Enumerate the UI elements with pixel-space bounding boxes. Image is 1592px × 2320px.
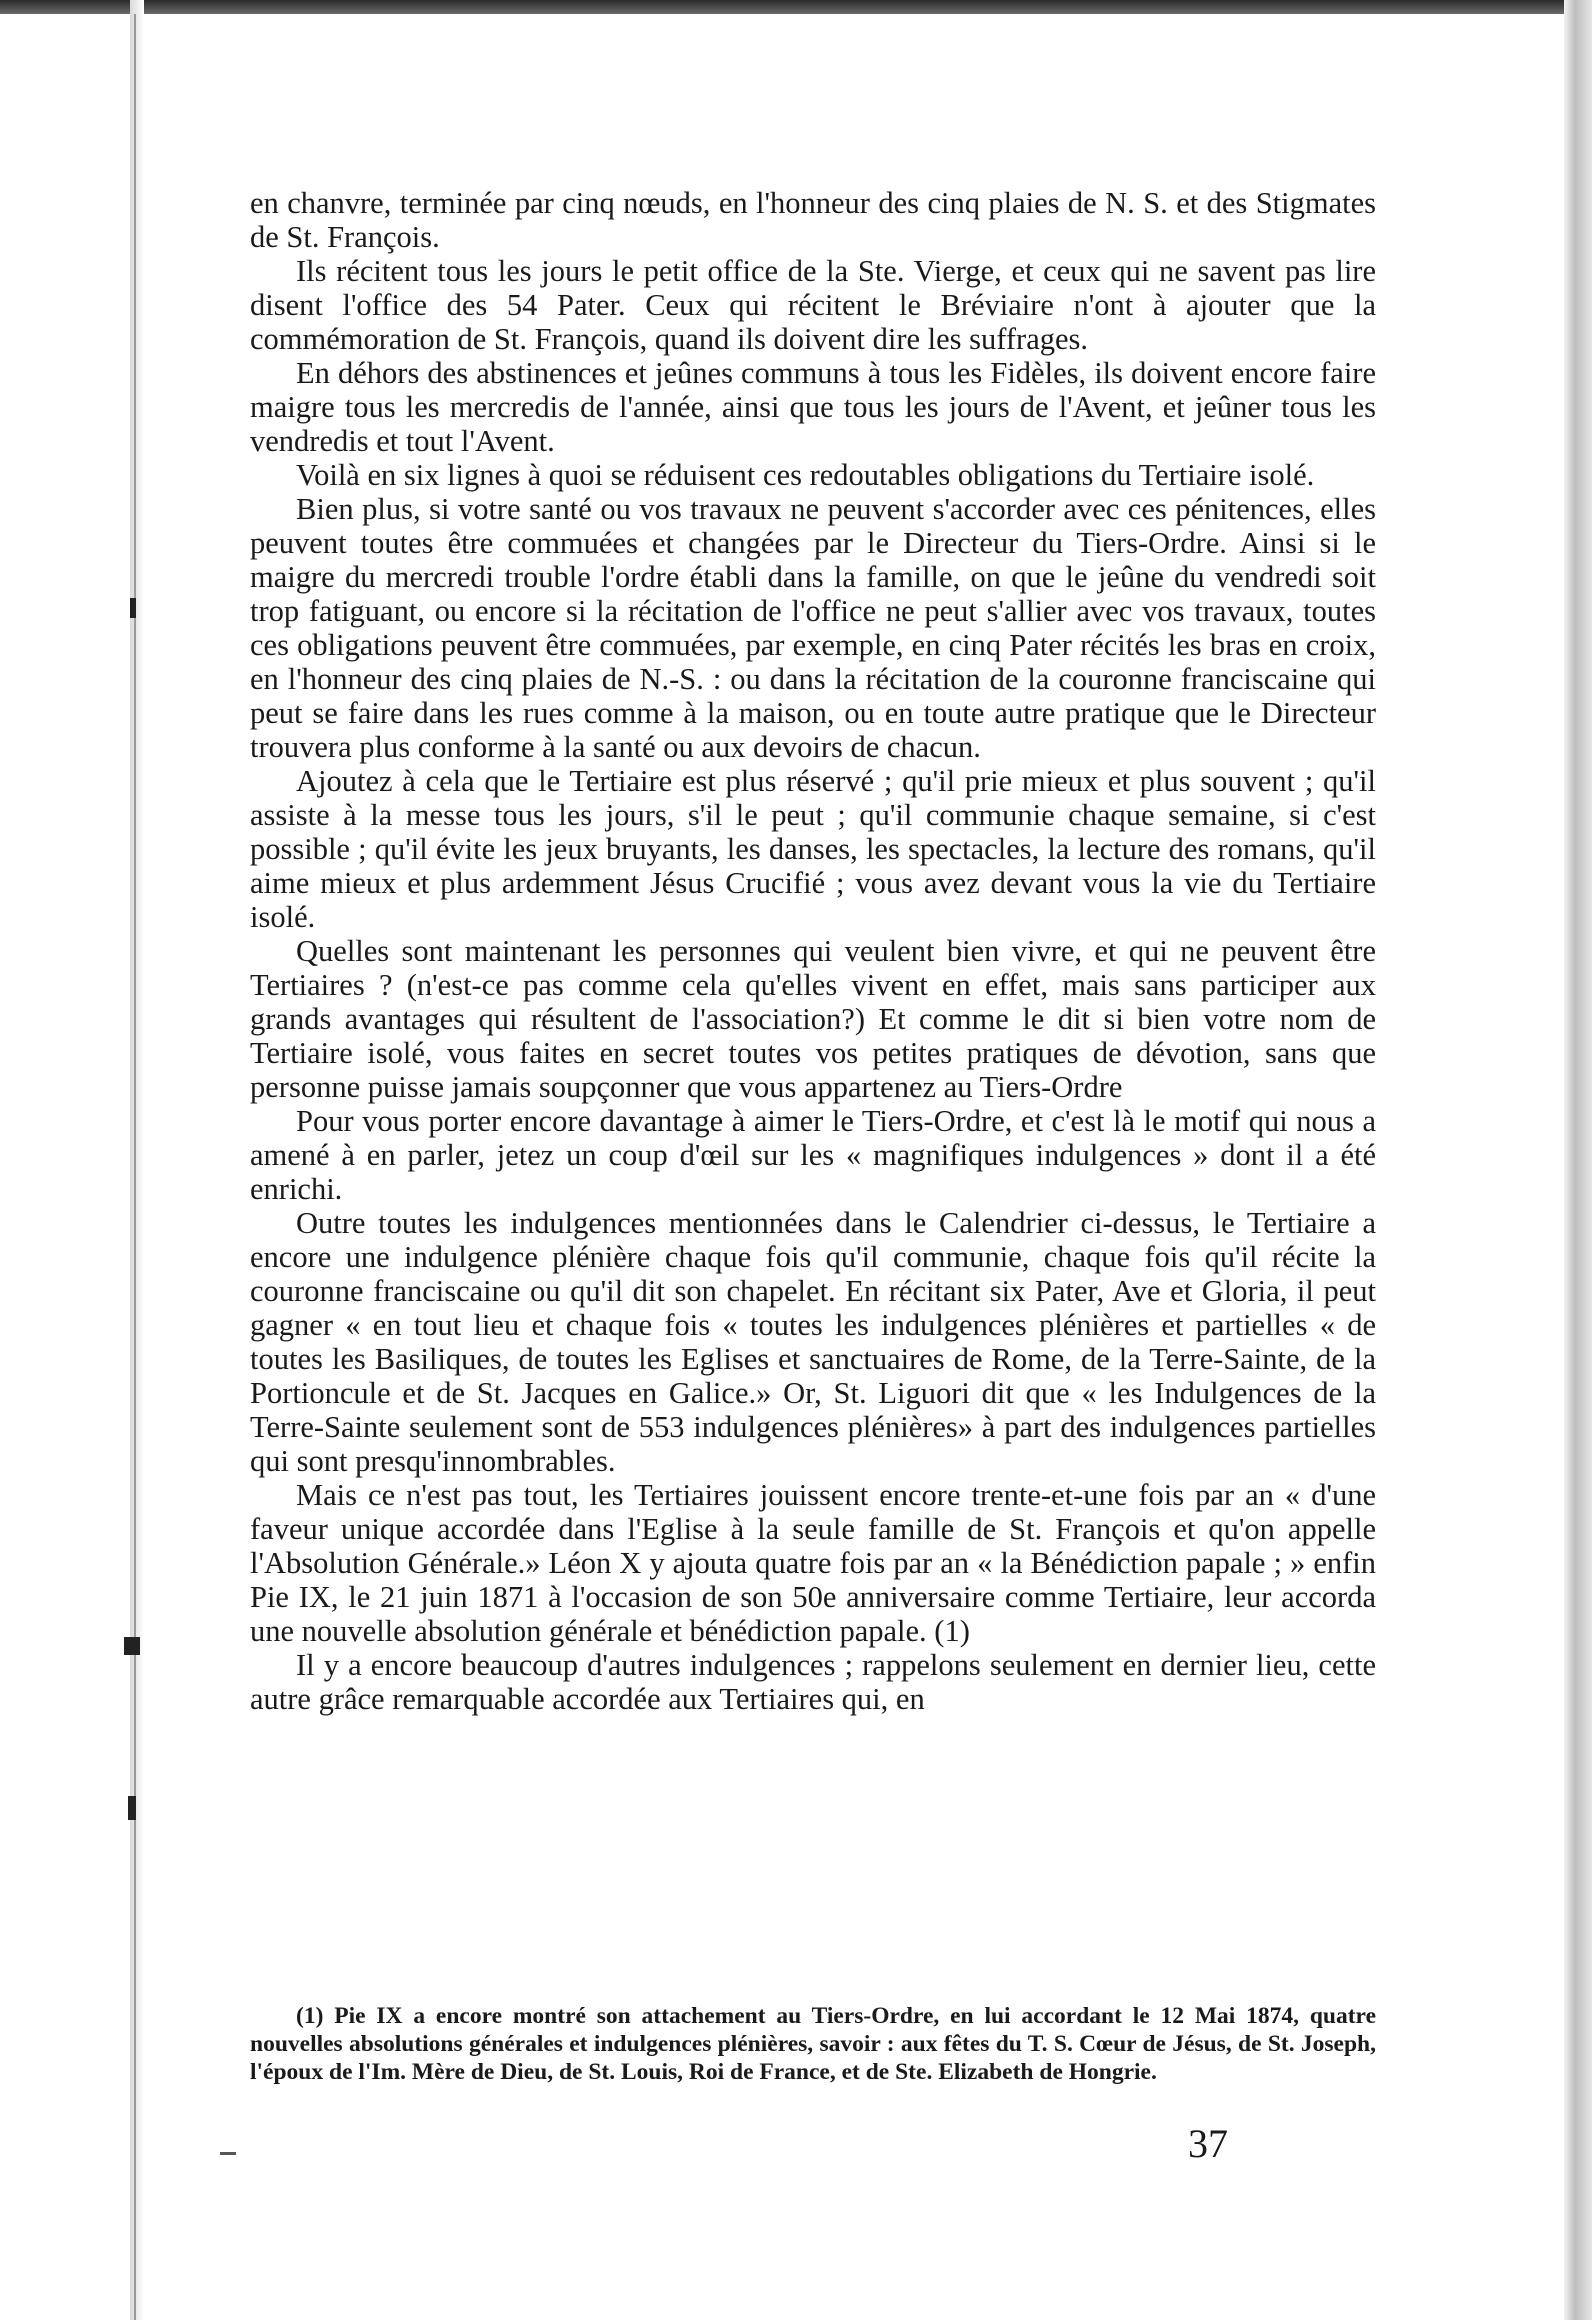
paragraph: Outre toutes les indulgences mentionnées dans le Calendrier ci-dessus, le Tertiaire a encore une indulgence plénière chaque fois qu'il communie, chaque fois qu'il récite la couronne franciscaine ou qu'il dit son chapelet. En récitant six Pater, Ave et Gloria, il peut gagner « en tout lieu et chaque fois « toutes les indulgences plénières et partielles « de toutes les Basiliques, de toutes les Eglises et sanctuaires de Rome, de la Terre-Sainte, de la Portioncule et de St. Jacques en Galice.» Or, St. Liguori dit que « les Indulgences de la Terre-Sainte seulement sont de 553 indulgences plénières» à part des indulgences partielles qui sont presqu'innombrables. [250,1206,1376,1478]
paragraph: Bien plus, si votre santé ou vos travaux ne peuvent s'accorder avec ces pénitences, elles peuvent toutes être commuées et changées par le Directeur du Tiers-Ordre. Ainsi si le maigre du mercredi trouble l'ordre établi dans la famille, on que le jeûne du vendredi soit trop fatiguant, ou encore si la récitation de l'office ne peut s'allier avec vos travaux, toutes ces obligations peuvent être commuées, par exemple, en cinq Pater récités les bras en croix, en l'honneur des cinq plaies de N.-S. : ou dans la récitation de la couronne franciscaine qui peut se faire dans les rues comme à la maison, ou en toute autre pratique que le Directeur trouvera plus conforme à la santé ou aux devoirs de chacun. [250,492,1376,764]
margin-mark [130,598,136,618]
stray-mark [220,2152,236,2155]
paragraph: Ils récitent tous les jours le petit office de la Ste. Vierge, et ceux qui ne savent pas lire disent l'office des 54 Pater. Ceux qui récitent le Bréviaire n'ont à ajouter que la commémoration de St. François, quand ils doivent dire les suffrages. [250,254,1376,356]
margin-mark [124,1637,140,1655]
paragraph: Mais ce n'est pas tout, les Tertiaires jouissent encore trente-et-une fois par an « d'une faveur unique accordée dans l'Eglise à la seule famille de St. François et qu'on appelle l'Absolution Générale.» Léon X y ajouta quatre fois par an « la Bénédiction papale ; » enfin Pie IX, le 21 juin 1871 à l'occasion de son 50e anniversaire comme Tertiaire, leur accorda une nouvelle absolution générale et bénédiction papale. (1) [250,1478,1376,1648]
footnote: (1) Pie IX a encore montré son attachement au Tiers-Ordre, en lui accordant le 12 Mai 1874, quatre nouvelles absolutions générales et indulgences plénières, savoir : aux fêtes du T. S. Cœur de Jésus, de St. Joseph, l'époux de l'Im. Mère de Dieu, de St. Louis, Roi de France, et de Ste. Elizabeth de Hongrie. [250,2003,1376,2085]
paragraph: Quelles sont maintenant les personnes qui veulent bien vivre, et qui ne peuvent être Tertiaires ? (n'est-ce pas comme cela qu'elles vivent en effet, mais sans participer aux grands avantages qui résultent de l'association?) Et comme le dit si bien votre nom de Tertiaire isolé, vous faites en secret toutes vos petites pratiques de dévotion, sans que personne puisse jamais soupçonner que vous appartenez au Tiers-Ordre [250,934,1376,1104]
paragraph: En déhors des abstinences et jeûnes communs à tous les Fidèles, ils doivent encore faire maigre tous les mercredis de l'année, ainsi que tous les jours de l'Avent, et jeûner tous les vendredis et tout l'Avent. [250,356,1376,458]
paragraph: Il y a encore beaucoup d'autres indulgences ; rappelons seulement en dernier lieu, cette autre grâce remarquable accordée aux Tertiaires qui, en [250,1648,1376,1716]
page-left-border [134,14,136,2320]
binding-shadow [130,0,144,2320]
paragraph: en chanvre, terminée par cinq nœuds, en l'honneur des cinq plaies de N. S. et des Stigmates de St. François. [250,186,1376,254]
margin-mark [128,1796,136,1820]
body-text [250,186,1376,1716]
footnote-block [250,2002,1376,2086]
paragraph: Pour vous porter encore davantage à aimer le Tiers-Ordre, et c'est là le motif qui nous a amené à en parler, jetez un coup d'œil sur les « magnifiques indulgences » dont il a été enrichi. [250,1104,1376,1206]
paragraph: Voilà en six lignes à quoi se réduisent ces redoutables obligations du Tertiaire isolé. [296,458,1315,492]
scan-right-edge [1564,0,1592,2320]
paragraph: Ajoutez à cela que le Tertiaire est plus réservé ; qu'il prie mieux et plus souvent ; qu'il assiste à la messe tous les jours, s'il le peut ; qu'il communie chaque semaine, si c'est possible ; qu'il évite les jeux bruyants, les danses, les spectacles, la lecture des romans, qu'il aime mieux et plus ardemment Jésus Crucifié ; vous avez devant vous la vie du Tertiaire isolé. [250,764,1376,934]
page-number: 37 [1188,2121,1228,2166]
scan-top-edge [0,0,1592,14]
